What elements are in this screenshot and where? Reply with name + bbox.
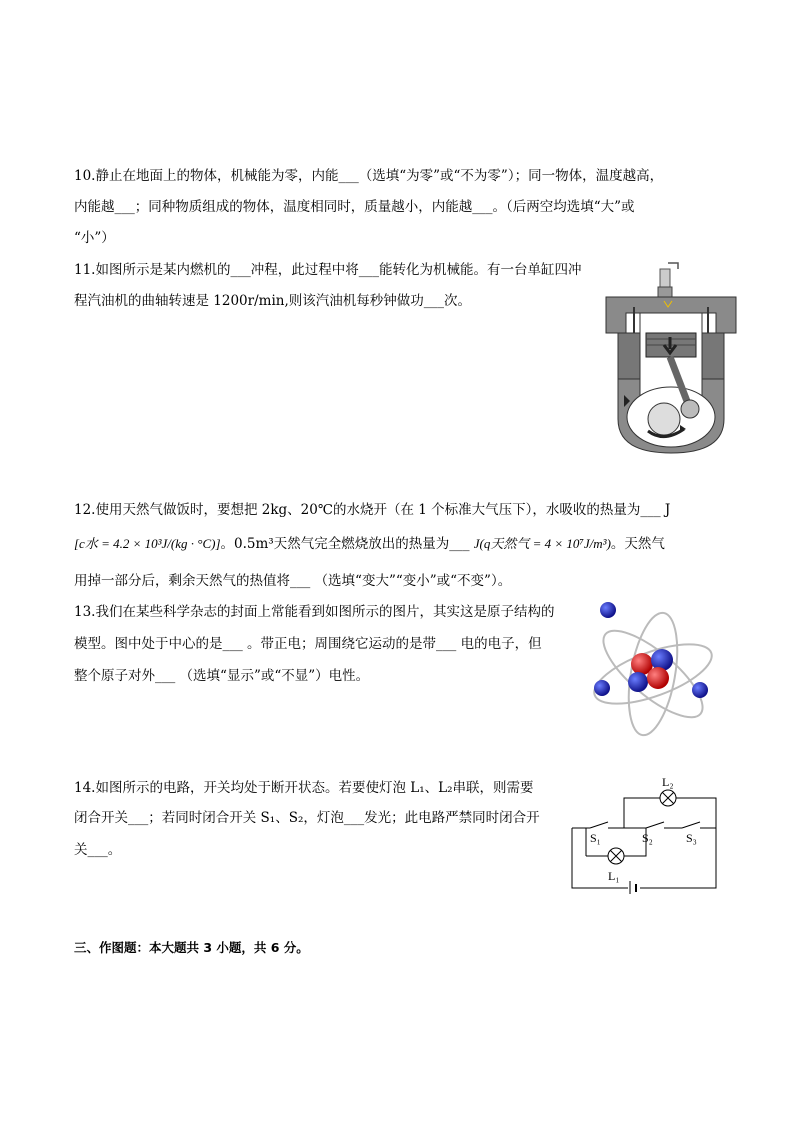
q14-line-1: 14.如图所示的电路，开关均处于断开状态。若要使灯泡 L₁、L₂串联，则需要 xyxy=(74,780,534,796)
q12-line-2-text: 。0.5m³天然气完全燃烧放出的热量为___ xyxy=(220,536,470,552)
q13-line-1: 13.我们在某些科学杂志的封面上常能看到如图所示的图片，其实这是原子结构的 xyxy=(74,604,555,620)
q10-line-1: 10.静止在地面上的物体，机械能为零，内能___（选填“为零”或“不为零”）；同一物体，温度越高， xyxy=(74,168,664,184)
circuit-label-l2: L₂ xyxy=(662,775,674,789)
q10-line-2: 内能越___；同种物质组成的物体，温度相同时，质量越小，内能越___。（后两空均选填“大”或 xyxy=(74,199,635,215)
section-3-heading: 三、作图题：本大题共 3 小题，共 6 分。 xyxy=(74,940,309,955)
circuit-label-s1: S₁ xyxy=(590,831,601,845)
atom-figure xyxy=(586,598,720,738)
q12-line-2-end: 。天然气 xyxy=(610,536,665,552)
q12-line-1: 12.使用天然气做饭时，要想把 2kg、20℃的水烧开（在 1 个标准大气压下），水吸收的热量为___ J xyxy=(74,502,671,518)
circuit-diagram-icon xyxy=(566,770,726,894)
engine-figure xyxy=(604,259,738,455)
q14-line-3: 关___。 xyxy=(74,842,122,858)
q11-line-2: 程汽油机的曲轴转速是 1200r/min,则该汽油机每秒钟做功___次。 xyxy=(74,293,472,309)
circuit-label-l1: L₁ xyxy=(608,869,620,883)
circuit-label-s2: S₂ xyxy=(642,831,653,845)
q12-water-heat-formula: [c水 = 4.2 × 10³J/(kg · °C)] xyxy=(74,536,221,551)
circuit-label-s3: S₃ xyxy=(686,831,697,845)
q10-line-3: “小”） xyxy=(74,230,115,246)
atom-model-icon xyxy=(586,598,720,738)
engine-cylinder-icon xyxy=(604,259,738,455)
q12-line-2 xyxy=(74,534,665,554)
q11-line-1: 11.如图所示是某内燃机的___冲程，此过程中将___能转化为机械能。有一台单缸四冲 xyxy=(74,262,582,278)
q12-line-3: 用掉一部分后，剩余天然气的热值将___ （选填“变大”“变小”或“不变”）。 xyxy=(74,573,512,589)
q14-line-2: 闭合开关___；若同时闭合开关 S₁、S₂，灯泡___发光；此电路严禁同时闭合开 xyxy=(74,810,540,826)
circuit-figure xyxy=(566,770,726,894)
q12-gas-heat-formula: J(q天然气 = 4 × 10⁷J/m³) xyxy=(473,536,611,551)
q13-line-3: 整个原子对外___ （选填“显示”或“不显”）电性。 xyxy=(74,668,370,684)
q13-line-2: 模型。图中处于中心的是___ 。带正电；周围绕它运动的是带___ 电的电子，但 xyxy=(74,636,542,652)
